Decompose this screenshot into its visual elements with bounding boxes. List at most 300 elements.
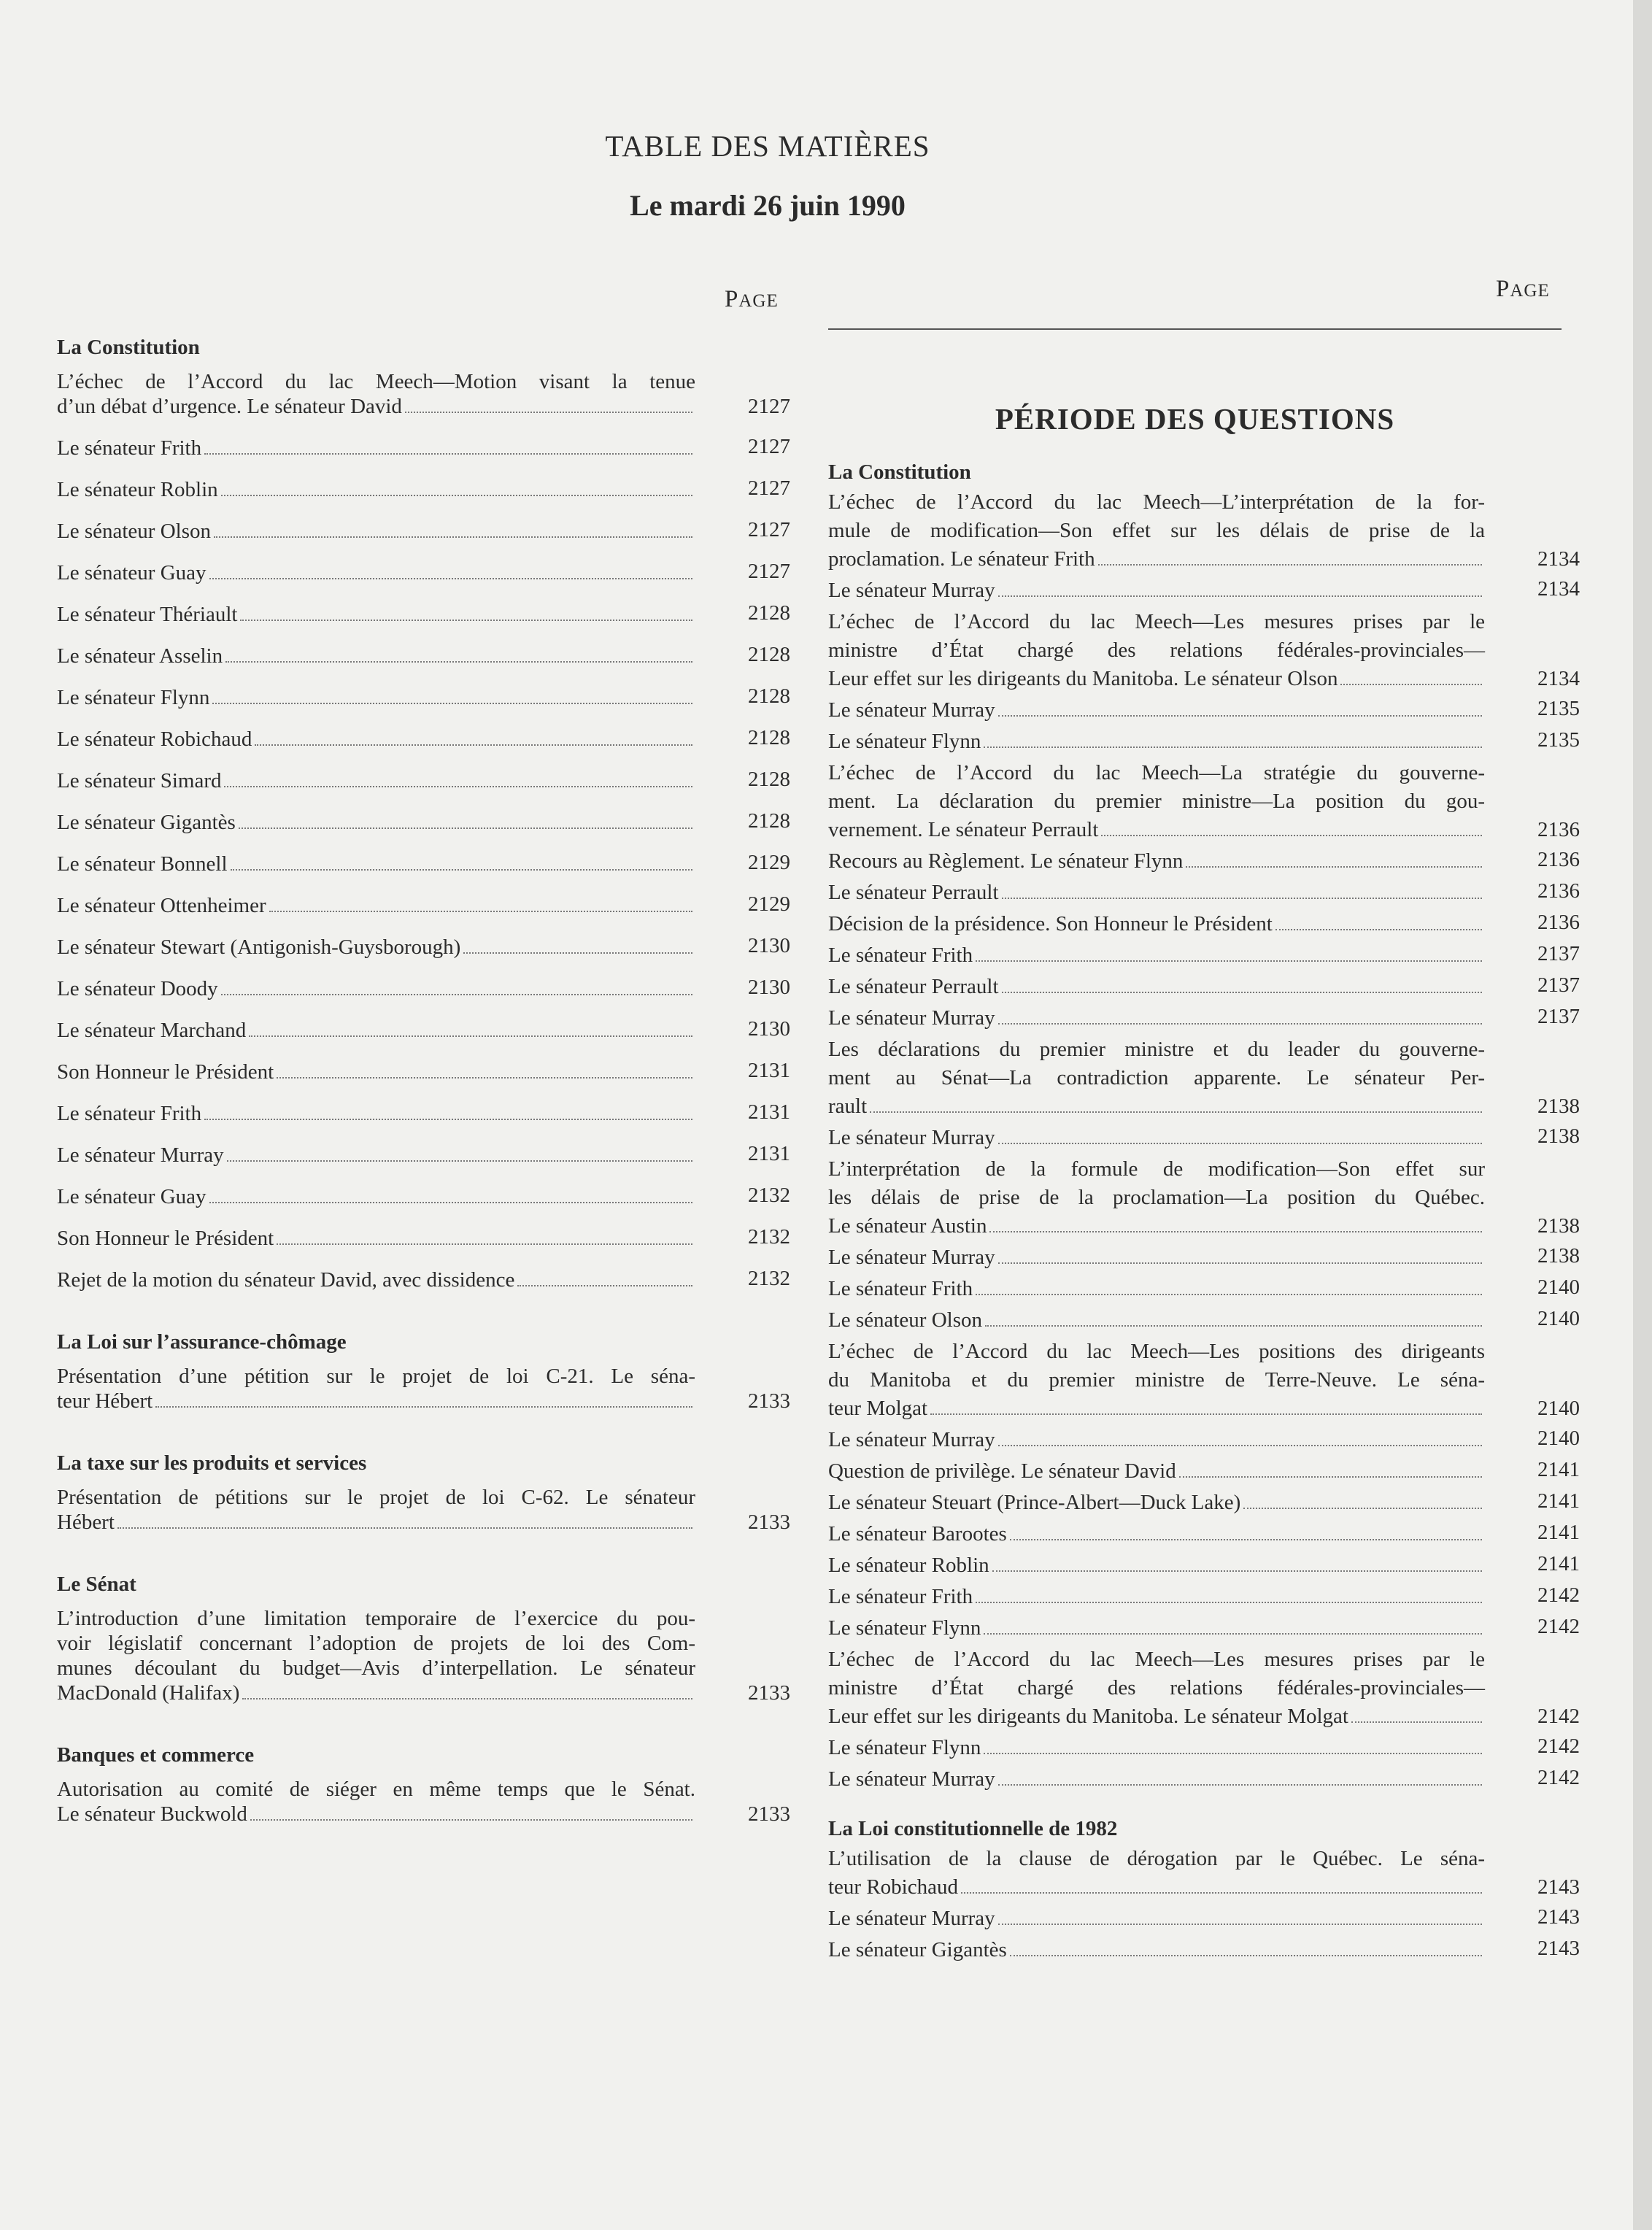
page-number: 2133 xyxy=(748,1389,790,1413)
entry-leader-line xyxy=(57,519,790,544)
entry-leader-line xyxy=(828,1936,1580,1964)
page-number: 2137 xyxy=(1537,1005,1580,1028)
entry-text-line: Rejet de la motion du sénateur David, avec dissidence xyxy=(57,1268,515,1292)
entry-leader-line xyxy=(828,816,1580,844)
dot-leader xyxy=(221,495,692,496)
entry-text-line: L’introduction d’une limitation temporaire de l’exercice du pou- xyxy=(57,1607,695,1630)
entry-leader-line xyxy=(828,1551,1580,1580)
entry-leader-line xyxy=(57,477,790,502)
page-date: Le mardi 26 juin 1990 xyxy=(630,189,906,222)
toc-entry xyxy=(57,768,790,793)
page-label-rest: AGE xyxy=(738,291,779,311)
entry-text-line: Question de privilège. Le sénateur David xyxy=(828,1459,1176,1483)
dot-leader xyxy=(1275,929,1482,930)
dot-leader xyxy=(998,1023,1482,1025)
entry-text-line: Le sénateur Frith xyxy=(828,944,973,967)
page-number: 2133 xyxy=(748,1511,790,1534)
page-number: 2137 xyxy=(1537,942,1580,965)
entry-text-line: Le sénateur Stewart (Antigonish-Guysborough) xyxy=(57,935,461,959)
entry-text-line: Présentation d’une pétition sur le projet de loi C-21. Le séna- xyxy=(57,1365,695,1388)
entry-text-line: Le sénateur Murray xyxy=(828,698,995,722)
entry-leader-line xyxy=(828,1426,1580,1454)
page-number: 2140 xyxy=(1537,1276,1580,1299)
dot-leader xyxy=(992,1570,1482,1572)
page-number: 2143 xyxy=(1537,1937,1580,1960)
page-number: 2141 xyxy=(1537,1552,1580,1575)
entry-text-line: Autorisation au comité de siéger en même temps que le Sénat. xyxy=(57,1778,695,1801)
dot-leader xyxy=(998,1143,1482,1144)
entry-text-line: Le sénateur Frith xyxy=(828,1277,973,1300)
page-number: 2127 xyxy=(748,435,790,458)
entry-leader-line xyxy=(828,1092,1580,1121)
toc-entry xyxy=(828,1905,1580,1933)
toc-entry xyxy=(57,560,790,585)
page-number: 2132 xyxy=(748,1267,790,1290)
entry-text-line: L’échec de l’Accord du lac Meech—La stratégie du gouverne- xyxy=(828,761,1485,784)
entry-leader-line xyxy=(57,1184,790,1209)
toc-entry xyxy=(828,1275,1580,1303)
entry-text-line: teur Molgat xyxy=(828,1397,928,1420)
dot-leader xyxy=(1010,1955,1482,1956)
section-heading: Banques et commerce xyxy=(57,1743,255,1767)
page-number: 2127 xyxy=(748,395,790,418)
entry-text-line: Son Honneur le Président xyxy=(57,1060,274,1084)
entry-leader-line xyxy=(828,1004,1580,1033)
toc-entry xyxy=(57,810,790,835)
entry-leader-line xyxy=(57,1101,790,1126)
entry-text-line: L’échec de l’Accord du lac Meech—Les mesures prises par le xyxy=(828,1648,1485,1671)
entry-leader-line xyxy=(828,728,1580,756)
page-number: 2128 xyxy=(748,768,790,791)
entry-leader-line xyxy=(828,1583,1580,1611)
page-number: 2128 xyxy=(748,601,790,625)
toc-entry xyxy=(828,1426,1580,1454)
page-number: 2140 xyxy=(1537,1307,1580,1330)
toc-entry xyxy=(57,976,790,1001)
entry-text-line: Le sénateur Thériault xyxy=(57,603,238,626)
page-number: 2142 xyxy=(1537,1735,1580,1758)
section-heading: La Loi sur l’assurance-chômage xyxy=(57,1330,347,1354)
entry-text-line: voir législatif concernant l’adoption de projets de loi des Com- xyxy=(57,1632,695,1655)
toc-entry xyxy=(57,1268,790,1292)
toc-entry xyxy=(57,644,790,668)
entry-text-line: Décision de la présidence. Son Honneur le Président xyxy=(828,912,1273,935)
page-number: 2133 xyxy=(748,1802,790,1826)
page-number: 2142 xyxy=(1537,1766,1580,1789)
scan-edge xyxy=(1633,0,1652,2230)
entry-text-line: Le sénateur Roblin xyxy=(828,1554,989,1577)
entry-text-line: L’échec de l’Accord du lac Meech—L’interprétation de la for- xyxy=(828,490,1485,514)
dot-leader xyxy=(998,1784,1482,1786)
entry-text-line: rault xyxy=(828,1095,868,1118)
dot-leader xyxy=(227,1160,692,1162)
dot-leader xyxy=(239,827,692,829)
page-number: 2138 xyxy=(1537,1124,1580,1148)
entry-leader-line xyxy=(57,394,790,419)
page-number: 2136 xyxy=(1537,879,1580,903)
toc-entry xyxy=(57,519,790,544)
dot-leader xyxy=(250,1819,692,1821)
page-number: 2140 xyxy=(1537,1427,1580,1450)
entry-leader-line xyxy=(828,847,1580,876)
dot-leader xyxy=(214,536,692,538)
page-number: 2135 xyxy=(1537,697,1580,720)
entry-leader-line xyxy=(57,768,790,793)
page-number: 2127 xyxy=(748,518,790,541)
right-column xyxy=(828,405,1580,1967)
page-number: 2130 xyxy=(748,1017,790,1041)
entry-text-line: ministre d’État chargé des relations fédérales-provinciales— xyxy=(828,638,1485,662)
toc-entry xyxy=(828,1035,1580,1121)
entry-leader-line xyxy=(828,1905,1580,1933)
entry-text-line: Le sénateur Bonnell xyxy=(57,852,228,876)
entry-leader-line xyxy=(828,1124,1580,1152)
toc-entry xyxy=(57,477,790,502)
dot-leader xyxy=(998,595,1482,597)
dot-leader xyxy=(155,1406,692,1408)
toc-entry xyxy=(57,1485,790,1535)
dot-leader xyxy=(1101,835,1482,836)
toc-entry xyxy=(828,1551,1580,1580)
entry-text-line: Le sénateur Doody xyxy=(57,977,218,1000)
entry-leader-line xyxy=(57,644,790,668)
dot-leader xyxy=(212,703,692,704)
dot-leader xyxy=(240,620,692,621)
page-label-initial: P xyxy=(1496,276,1510,302)
toc-entry xyxy=(828,910,1580,938)
toc-entry xyxy=(828,488,1580,574)
page-number: 2132 xyxy=(748,1225,790,1249)
toc-entry xyxy=(57,1143,790,1168)
entry-leader-line xyxy=(828,1489,1580,1517)
toc-entry xyxy=(828,1306,1580,1335)
page-number: 2128 xyxy=(748,809,790,833)
entry-leader-line xyxy=(57,727,790,752)
entry-leader-line xyxy=(828,1243,1580,1272)
entry-leader-line xyxy=(828,1212,1580,1241)
entry-leader-line xyxy=(57,976,790,1001)
page-number: 2134 xyxy=(1537,667,1580,690)
entry-leader-line xyxy=(828,665,1580,693)
entry-text-line: Le sénateur Flynn xyxy=(828,1616,981,1640)
entry-text-line: L’échec de l’Accord du lac Meech—Motion visant la tenue xyxy=(57,370,695,393)
entry-text-line: Le sénateur Asselin xyxy=(57,644,223,668)
section-heading: Le Sénat xyxy=(57,1573,136,1596)
entry-leader-line xyxy=(828,1520,1580,1548)
entry-text-line: Le sénateur Robichaud xyxy=(57,728,252,751)
toc-entry xyxy=(57,727,790,752)
entry-leader-line xyxy=(828,576,1580,605)
left-column xyxy=(57,327,790,1843)
toc-entry xyxy=(828,1155,1580,1241)
dot-leader xyxy=(209,1202,692,1203)
entry-leader-line xyxy=(57,1510,790,1535)
entry-leader-line xyxy=(57,1268,790,1292)
dot-leader xyxy=(1186,866,1482,868)
entry-leader-line xyxy=(57,1802,790,1826)
toc-entry xyxy=(57,1606,790,1705)
toc-entry xyxy=(57,1226,790,1251)
toc-entry xyxy=(828,1124,1580,1152)
toc-entry xyxy=(828,1845,1580,1902)
entry-text-line: Le sénateur Murray xyxy=(828,1246,995,1269)
page-number: 2135 xyxy=(1537,728,1580,752)
entry-text-line: Le sénateur Murray xyxy=(828,1126,995,1149)
entry-leader-line xyxy=(828,910,1580,938)
dot-leader xyxy=(984,1633,1482,1635)
page-number: 2141 xyxy=(1537,1489,1580,1513)
page-number: 2141 xyxy=(1537,1458,1580,1481)
toc-entry xyxy=(828,973,1580,1001)
page-number: 2136 xyxy=(1537,848,1580,871)
entry-text-line: Le sénateur Guay xyxy=(57,561,206,584)
page-label-rest: AGE xyxy=(1510,281,1550,301)
entry-text-line: Le sénateur Simard xyxy=(57,769,222,792)
toc-entry xyxy=(57,602,790,627)
dot-leader xyxy=(1002,992,1482,993)
toc-entry xyxy=(828,879,1580,907)
entry-text-line: L’utilisation de la clause de dérogation par le Québec. Le séna- xyxy=(828,1847,1485,1870)
entry-leader-line xyxy=(57,893,790,918)
entry-text-line: Les déclarations du premier ministre et du leader du gouverne- xyxy=(828,1038,1485,1061)
dot-leader xyxy=(1010,1539,1482,1540)
dot-leader xyxy=(224,786,692,787)
entry-text-line: ment. La déclaration du premier ministre—La position du gou- xyxy=(828,790,1485,813)
dot-leader xyxy=(277,1077,692,1079)
dot-leader xyxy=(204,453,692,455)
dot-leader xyxy=(242,1698,692,1699)
dot-leader xyxy=(998,1924,1482,1925)
dot-leader xyxy=(984,1753,1482,1754)
entry-text-line: teur Robichaud xyxy=(828,1875,958,1899)
page-number: 2142 xyxy=(1537,1615,1580,1638)
entry-text-line: proclamation. Le sénateur Frith xyxy=(828,547,1095,571)
entry-text-line: Le sénateur Murray xyxy=(57,1143,224,1167)
entry-text-line: Le sénateur Murray xyxy=(828,1907,995,1930)
dot-leader xyxy=(1098,564,1482,566)
toc-entry xyxy=(57,1101,790,1126)
section-heading: La taxe sur les produits et services xyxy=(57,1451,367,1475)
dot-leader xyxy=(984,746,1482,748)
toc-entry xyxy=(57,1060,790,1084)
entry-leader-line xyxy=(828,545,1580,574)
entry-text-line: ministre d’État chargé des relations fédérales-provinciales— xyxy=(828,1676,1485,1699)
toc-entry xyxy=(828,847,1580,876)
dot-leader xyxy=(225,661,692,663)
page-number: 2127 xyxy=(748,477,790,500)
dot-leader xyxy=(204,1119,692,1120)
toc-entry xyxy=(828,728,1580,756)
entry-text-line: Le sénateur Marchand xyxy=(57,1019,247,1042)
entry-text-line: Le sénateur Frith xyxy=(57,1102,202,1125)
dot-leader xyxy=(1243,1508,1482,1509)
dot-leader xyxy=(998,1262,1482,1264)
entry-leader-line xyxy=(828,941,1580,970)
dot-leader xyxy=(961,1892,1482,1894)
entry-text-line: Leur effet sur les dirigeants du Manitoba. Le sénateur Molgat xyxy=(828,1705,1348,1728)
entry-leader-line xyxy=(57,436,790,460)
entry-text-line: Le sénateur Murray xyxy=(828,1767,995,1791)
questions-title: PÉRIODE DES QUESTIONS xyxy=(995,402,1395,436)
page-number: 2129 xyxy=(748,892,790,916)
page-number: 2131 xyxy=(748,1142,790,1165)
column-divider-rule xyxy=(828,328,1562,330)
entry-text-line: Le sénateur Austin xyxy=(828,1214,987,1238)
toc-entry xyxy=(57,436,790,460)
entry-text-line: Le sénateur Murray xyxy=(828,579,995,602)
page-number: 2127 xyxy=(748,560,790,583)
page-title: TABLE DES MATIÈRES xyxy=(605,129,930,163)
page-label-initial: P xyxy=(725,286,739,312)
page-column-label-left xyxy=(725,286,779,313)
entry-leader-line xyxy=(57,810,790,835)
entry-leader-line xyxy=(828,1765,1580,1794)
toc-entry xyxy=(57,1184,790,1209)
dot-leader xyxy=(231,869,692,871)
entry-text-line: Le sénateur Ottenheimer xyxy=(57,894,266,917)
page-number: 2133 xyxy=(748,1681,790,1705)
page-column-label-right xyxy=(1496,276,1550,303)
dot-leader xyxy=(463,952,692,954)
toc-entry xyxy=(57,893,790,918)
page-number: 2138 xyxy=(1537,1214,1580,1238)
toc-entry xyxy=(57,935,790,960)
entry-text-line: L’interprétation de la formule de modification—Son effet sur xyxy=(828,1157,1485,1181)
page-number: 2128 xyxy=(748,643,790,666)
entry-text-line: MacDonald (Halifax) xyxy=(57,1681,240,1705)
entry-text-line: munes découlant du budget—Avis d’interpellation. Le sénateur xyxy=(57,1656,695,1680)
page-number: 2128 xyxy=(748,684,790,708)
page-number: 2132 xyxy=(748,1184,790,1207)
toc-entry xyxy=(828,1734,1580,1762)
entry-text-line: Le sénateur Murray xyxy=(828,1006,995,1030)
page-number: 2131 xyxy=(748,1100,790,1124)
toc-entry xyxy=(828,759,1580,844)
entry-text-line: Le sénateur Perrault xyxy=(828,975,999,998)
entry-text-line: L’échec de l’Accord du lac Meech—Les mesures prises par le xyxy=(828,610,1485,633)
dot-leader xyxy=(1351,1721,1482,1723)
toc-entry xyxy=(828,696,1580,725)
toc-entry xyxy=(828,1520,1580,1548)
toc-entry xyxy=(57,1018,790,1043)
dot-leader xyxy=(998,1445,1482,1446)
toc-entry xyxy=(828,608,1580,693)
entry-leader-line xyxy=(57,685,790,710)
toc-entry xyxy=(57,852,790,876)
dot-leader xyxy=(1179,1476,1482,1478)
toc-entry xyxy=(828,1489,1580,1517)
entry-leader-line xyxy=(828,973,1580,1001)
entry-text-line: Le sénateur Guay xyxy=(57,1185,206,1208)
entry-text-line: Présentation de pétitions sur le projet de loi C-62. Le sénateur xyxy=(57,1486,695,1509)
page-number: 2131 xyxy=(748,1059,790,1082)
entry-leader-line xyxy=(828,1394,1580,1423)
entry-leader-line xyxy=(57,1018,790,1043)
toc-entry xyxy=(828,1243,1580,1272)
entry-text-line: Le sénateur Flynn xyxy=(828,730,981,753)
dot-leader xyxy=(1002,898,1482,899)
toc-entry xyxy=(57,369,790,419)
entry-leader-line xyxy=(57,852,790,876)
entry-text-line: L’échec de l’Accord du lac Meech—Les positions des dirigeants xyxy=(828,1340,1485,1363)
entry-leader-line xyxy=(828,1734,1580,1762)
entry-text-line: Le sénateur Barootes xyxy=(828,1522,1007,1546)
dot-leader xyxy=(277,1243,692,1245)
entry-text-line: du Manitoba et du premier ministre de Terre-Neuve. Le séna- xyxy=(828,1368,1485,1392)
entry-text-line: vernement. Le sénateur Perrault xyxy=(828,818,1099,841)
entry-leader-line xyxy=(828,1457,1580,1486)
entry-leader-line xyxy=(828,1614,1580,1643)
dot-leader xyxy=(255,744,692,746)
dot-leader xyxy=(985,1325,1482,1327)
page-number: 2143 xyxy=(1537,1905,1580,1929)
page-number: 2138 xyxy=(1537,1244,1580,1268)
dot-leader xyxy=(998,715,1482,717)
dot-leader xyxy=(930,1413,1482,1415)
entry-text-line: Le sénateur Flynn xyxy=(828,1736,981,1759)
entry-text-line: Le sénateur Flynn xyxy=(57,686,210,709)
entry-leader-line xyxy=(57,1389,790,1413)
entry-leader-line xyxy=(57,1143,790,1168)
page-number: 2136 xyxy=(1537,911,1580,934)
entry-text-line: Leur effet sur les dirigeants du Manitoba. Le sénateur Olson xyxy=(828,667,1338,690)
section-heading: La Constitution xyxy=(828,460,971,484)
entry-text-line: Le sénateur Olson xyxy=(828,1308,982,1332)
dot-leader xyxy=(976,1294,1482,1295)
entry-text-line: mule de modification—Son effet sur les délais de prise de la xyxy=(828,519,1485,542)
page-number: 2129 xyxy=(748,851,790,874)
entry-text-line: Le sénateur Gigantès xyxy=(828,1938,1007,1961)
entry-text-line: d’un débat d’urgence. Le sénateur David xyxy=(57,395,402,418)
page-number: 2143 xyxy=(1537,1875,1580,1899)
entry-text-line: Le sénateur Gigantès xyxy=(57,811,236,834)
dot-leader xyxy=(976,960,1482,962)
page-number: 2136 xyxy=(1537,818,1580,841)
dot-leader xyxy=(269,911,692,912)
entry-text-line: teur Hébert xyxy=(57,1389,153,1413)
dot-leader xyxy=(221,994,692,995)
page-number: 2134 xyxy=(1537,577,1580,601)
page-number: 2142 xyxy=(1537,1705,1580,1728)
toc-entry xyxy=(57,1777,790,1826)
toc-entry xyxy=(828,1936,1580,1964)
page-number: 2138 xyxy=(1537,1095,1580,1118)
entry-text-line: Son Honneur le Président xyxy=(57,1227,274,1250)
entry-text-line: Le sénateur Roblin xyxy=(57,478,218,501)
entry-leader-line xyxy=(57,560,790,585)
toc-entry xyxy=(57,1364,790,1413)
toc-entry xyxy=(828,1583,1580,1611)
entry-leader-line xyxy=(828,1306,1580,1335)
toc-entry xyxy=(828,1614,1580,1643)
dot-leader xyxy=(989,1231,1482,1232)
entry-text-line: Le sénateur Olson xyxy=(57,520,211,543)
page-number: 2140 xyxy=(1537,1397,1580,1420)
entry-leader-line xyxy=(828,696,1580,725)
toc-entry xyxy=(828,941,1580,970)
page-number: 2130 xyxy=(748,934,790,957)
dot-leader xyxy=(405,412,692,413)
entry-leader-line xyxy=(57,1226,790,1251)
page-number: 2128 xyxy=(748,726,790,749)
entry-leader-line xyxy=(828,1873,1580,1902)
page-number: 2142 xyxy=(1537,1583,1580,1607)
page-number: 2130 xyxy=(748,976,790,999)
entry-leader-line xyxy=(57,1060,790,1084)
entry-leader-line xyxy=(57,1681,790,1705)
toc-entry xyxy=(828,1004,1580,1033)
page-number: 2134 xyxy=(1537,547,1580,571)
